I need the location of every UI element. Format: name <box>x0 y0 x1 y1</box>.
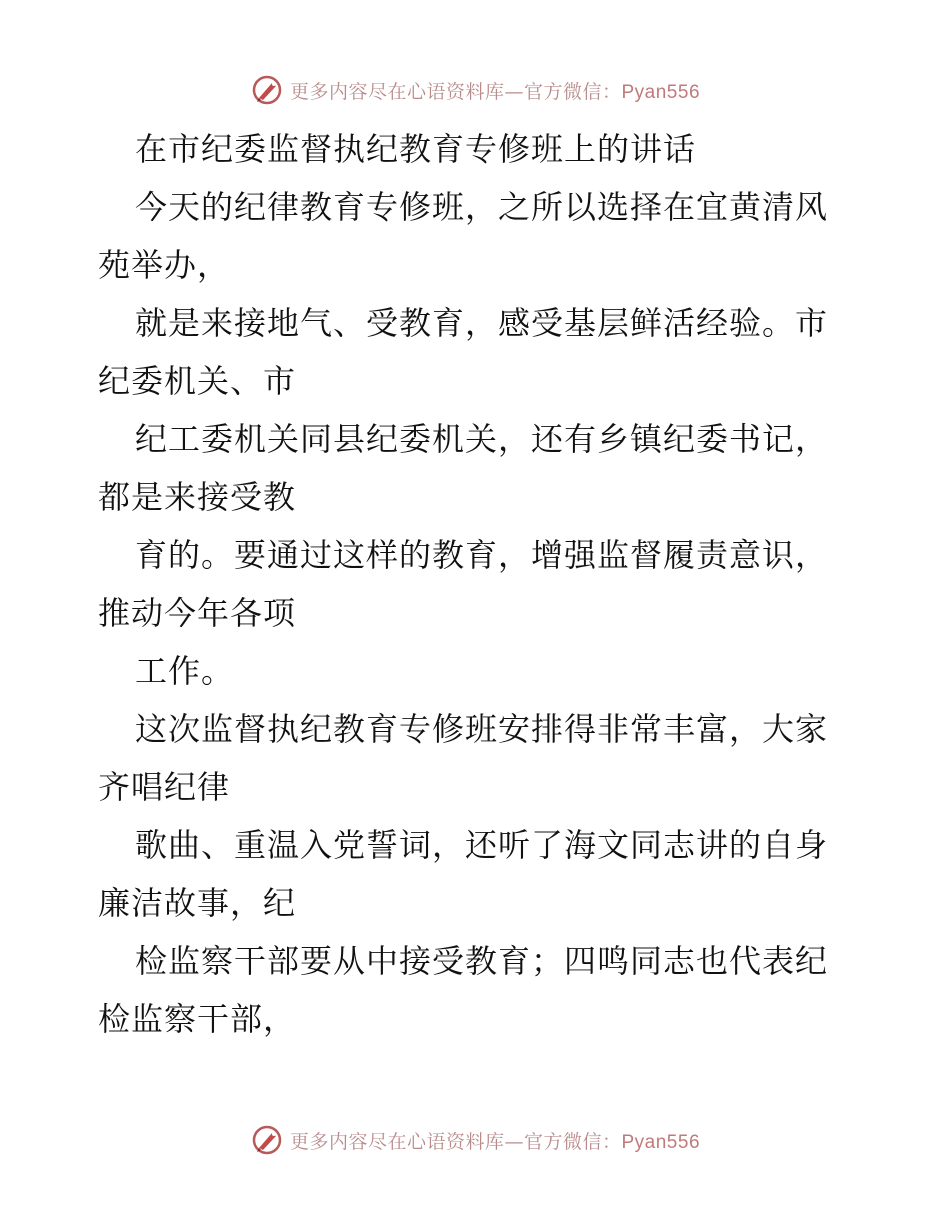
header-banner-text: 更多内容尽在心语资料库—官方微信：Pyan556 <box>289 80 701 103</box>
paragraph-line: 工作。 <box>135 652 235 690</box>
paragraph-line: 歌曲、重温入党誓词，还听了海文同志讲的自身 <box>135 826 829 864</box>
footer-wechat-id: Pyan556 <box>621 1131 701 1153</box>
footer-banner-text: 更多内容尽在心语资料库—官方微信：Pyan556 <box>289 1130 701 1153</box>
paragraph-line: 检监察干部要从中接受教育；四鸣同志也代表纪 <box>135 942 829 980</box>
pen-logo-icon <box>250 73 284 107</box>
paragraph-line: 都是来接受教 <box>98 478 297 516</box>
paragraph-line: 推动今年各项 <box>98 594 297 632</box>
header-wechat-id: Pyan556 <box>621 81 701 103</box>
paragraph-line: 苑举办， <box>98 246 231 284</box>
paragraph-line: 就是来接地气、受教育，感受基层鲜活经验。市 <box>135 304 829 342</box>
paragraph-line: 齐唱纪律 <box>98 768 231 806</box>
paragraph-line: 这次监督执纪教育专修班安排得非常丰富，大家 <box>135 710 829 748</box>
paragraph-line: 纪委机关、市 <box>98 362 297 400</box>
document-title: 在市纪委监督执纪教育专修班上的讲话 <box>135 130 697 168</box>
pen-logo-icon <box>250 1123 284 1157</box>
header-banner <box>0 70 950 110</box>
document-body <box>98 120 858 1048</box>
paragraph-line: 纪工委机关同县纪委机关，还有乡镇纪委书记， <box>135 420 829 458</box>
paragraph-line: 检监察干部， <box>98 1000 297 1038</box>
paragraph-line: 育的。要通过这样的教育，增强监督履责意识， <box>135 536 829 574</box>
paragraph-line: 廉洁故事，纪 <box>98 884 297 922</box>
footer-banner <box>0 1120 950 1160</box>
paragraph-line: 今天的纪律教育专修班，之所以选择在宜黄清风 <box>135 188 829 226</box>
